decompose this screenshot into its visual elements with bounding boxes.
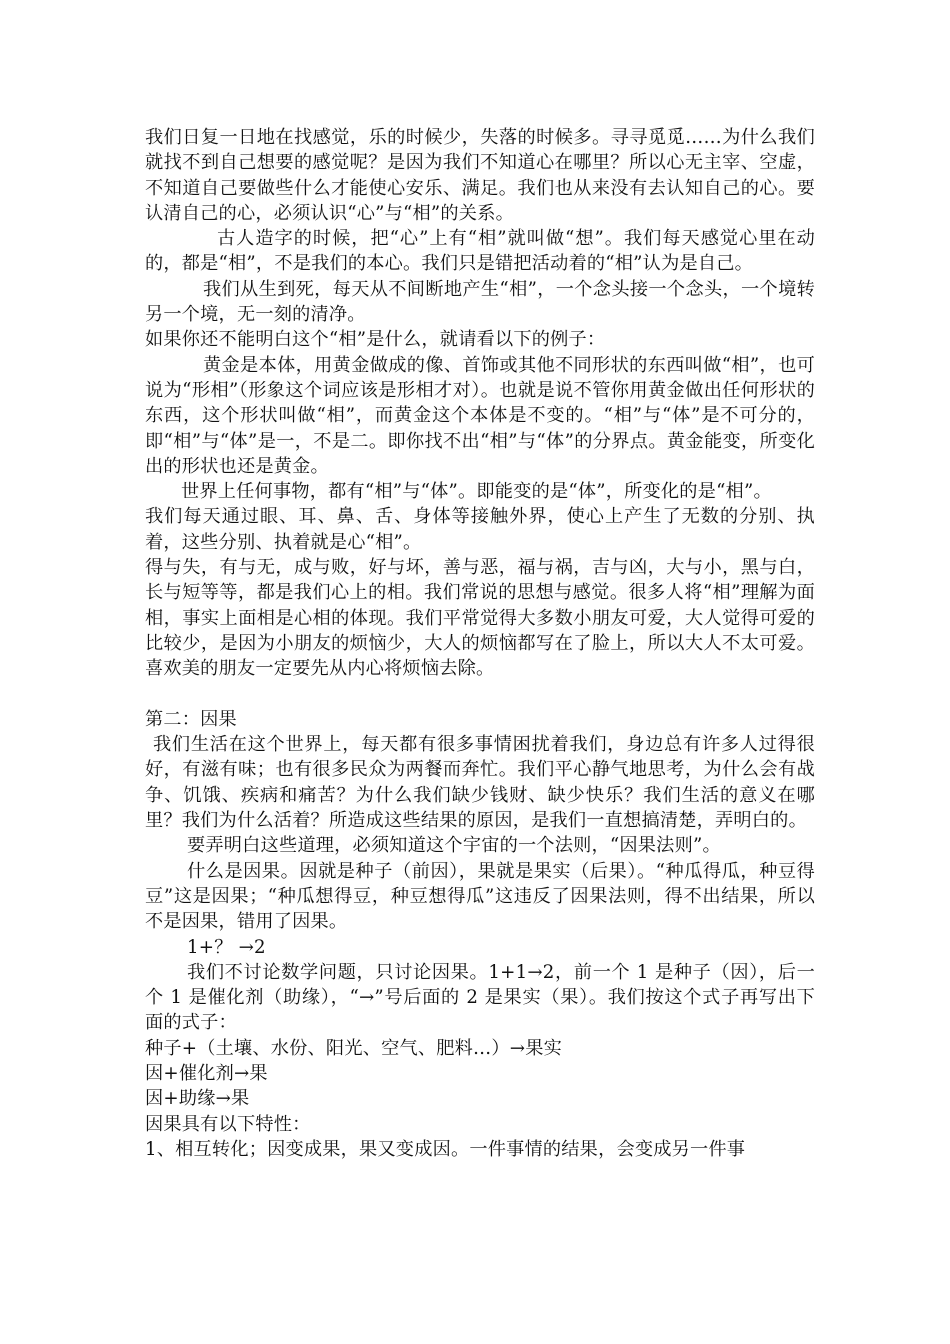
paragraph-example-intro: 如果你还不能明白这个“相”是什么，就请看以下的例子： [145, 329, 606, 351]
paragraph-math-discussion: 我们不讨论数学问题，只讨论因果。1+1→2，前一个 1 是种子（因），后一个 1 是催化剂（助缘），“→”号后面的 2 是果实（果）。我们按这个式子再写出下面的式子： [145, 961, 815, 1034]
paragraph-birth-to-death: 我们从生到死，每天从不间断地产生“相”，一个念头接一个念头，一个境转另一个境，无一刻的清净。 [145, 278, 815, 326]
document-body [145, 125, 815, 1162]
paragraph-living-in-world: 我们生活在这个世界上，每天都有很多事情困扰着我们，身边总有许多人过得很好，有滋有味；也有很多民众为两餐而奔忙。我们平心静气地思考，为什么会有战争、饥饿、疾病和痛苦？为什么我们缺少钱财、缺少快乐？我们生活的意义在哪里？我们为什么活着？所造成这些结果的原因，是我们一直想搞清楚，弄明白的。 [145, 734, 815, 832]
paragraph-what-is-causality: 什么是因果。因就是种子（前因），果就是果实（后果）。“种瓜得瓜，种豆得豆”这是因果；“种瓜想得豆，种豆想得瓜”这违反了因果法则，得不出结果，所以不是因果，错用了因果。 [145, 860, 815, 933]
formula-one-plus-unknown: 1+？ →2 [187, 936, 266, 958]
paragraph-properties-intro: 因果具有以下特性： [145, 1113, 311, 1135]
paragraph-property-one: 1、相互转化；因变成果，果又变成因。一件事情的结果，会变成另一件事 [145, 1138, 746, 1160]
formula-condition: 因+助缘→果 [145, 1088, 250, 1110]
section-heading-cause-effect: 第二：因果 [145, 708, 237, 730]
formula-catalyst: 因+催化剂→果 [145, 1062, 268, 1084]
blank-line [145, 682, 815, 707]
paragraph-law-of-causality: 要弄明白这些道理，必须知道这个宇宙的一个法则，“因果法则”。 [187, 835, 721, 857]
paragraph-finding-feelings: 我们日复一日地在找感觉，乐的时候少，失落的时候多。寻寻觅觅……为什么我们就找不到自己想要的感觉呢？是因为我们不知道心在哪里？所以心无主宰、空虚，不知道自己要做些什么才能使心安乐、满足。我们也从来没有去认知自己的心。要认清自己的心，必须认识“心”与“相”的关系。 [145, 127, 815, 224]
paragraph-senses: 我们每天通过眼、耳、鼻、舌、身体等接触外界，使心上产生了无数的分别、执着，这些分别、执着就是心“相”。 [145, 506, 815, 553]
paragraph-world-things: 世界上任何事物，都有“相”与“体”。即能变的是“体”，所变化的是“相”。 [181, 481, 772, 503]
paragraph-ancient-characters: 古人造字的时候，把“心”上有“相”就叫做“想”。我们每天感觉心里在动的，都是“相”，不是我们的本心。我们只是错把活动着的“相”认为是自己。 [145, 228, 815, 275]
paragraph-gold-example: 黄金是本体，用黄金做成的像、首饰或其他不同形状的东西叫做“相”，也可说为“形相”（形象这个词应该是形相才对）。也就是说不管你用黄金做出任何形状的东西，这个形状叫做“相”，而黄金这个本体是不变的。“相”与“体”是不可分的，即“相”与“体”是一，不是二。即你找不出“相”与“体”的分界点。黄金能变，所变化出的形状也还是黄金。 [145, 354, 815, 477]
paragraph-opposites: 得与失，有与无，成与败，好与坏，善与恶，福与祸，吉与凶，大与小，黑与白，长与短等等，都是我们心上的相。我们常说的思想与感觉。很多人将“相”理解为面相，事实上面相是心相的体现。我们平常觉得大多数小朋友可爱，大人觉得可爱的比较少，是因为小朋友的烦恼少，大人的烦恼都写在了脸上，所以大人不太可爱。喜欢美的朋友一定要先从内心将烦恼去除。 [145, 557, 815, 680]
formula-seed: 种子+（土壤、水份、阳光、空气、肥料…）→果实 [145, 1037, 563, 1059]
